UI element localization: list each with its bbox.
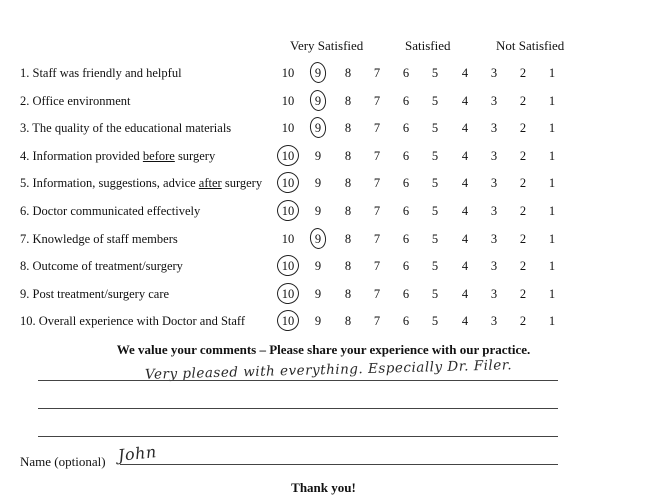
rating-option-1[interactable]: 1: [548, 93, 556, 108]
question-row: [0, 310, 647, 332]
question-row: [0, 117, 647, 139]
rating-option-6[interactable]: 6: [402, 66, 410, 80]
rating-option-9[interactable]: 9: [314, 176, 322, 191]
rating-option-8[interactable]: 8: [344, 204, 352, 218]
rating-option-5[interactable]: 5: [431, 148, 439, 163]
rating-option-8[interactable]: 8: [344, 259, 352, 274]
rating-option-1[interactable]: 1: [548, 148, 556, 163]
question-label: 10. Overall experience with Doctor and Staff: [20, 314, 246, 329]
rating-option-7[interactable]: 7: [373, 66, 381, 80]
rating-option-1[interactable]: 1: [548, 314, 556, 329]
rating-option-1[interactable]: 1: [548, 66, 556, 80]
rating-option-6[interactable]: 6: [402, 286, 410, 301]
header-very-satisfied: Very Satisfied: [290, 38, 364, 53]
rating-option-2[interactable]: 2: [519, 148, 527, 163]
rating-option-10[interactable]: 10: [281, 121, 295, 136]
rating-option-2[interactable]: 2: [519, 314, 527, 329]
rating-option-9[interactable]: 9: [314, 314, 322, 329]
question-label: 4. Information provided before surgery: [20, 148, 216, 163]
rating-option-9[interactable]: 9: [314, 231, 322, 246]
thank-you: Thank you!: [291, 480, 356, 495]
rating-option-5[interactable]: 5: [431, 66, 439, 80]
rating-option-3[interactable]: 3: [490, 121, 498, 136]
rating-option-9[interactable]: 9: [314, 121, 322, 136]
rating-option-5[interactable]: 5: [431, 231, 439, 246]
rating-option-2[interactable]: 2: [519, 121, 527, 136]
rating-option-8[interactable]: 8: [344, 93, 352, 108]
question-label: 7. Knowledge of staff members: [20, 231, 178, 246]
rating-option-10[interactable]: 10: [281, 314, 295, 329]
rating-option-8[interactable]: 8: [344, 314, 352, 329]
rating-option-6[interactable]: 6: [402, 259, 410, 274]
question-row: [0, 145, 647, 167]
question-label: 9. Post treatment/surgery care: [20, 286, 170, 301]
comment-handwriting: Very pleased with everything. Especially Dr. Filer.: [144, 357, 513, 383]
question-label: 6. Doctor communicated effectively: [20, 204, 201, 218]
rating-option-4[interactable]: 4: [461, 176, 469, 191]
question-label: 8. Outcome of treatment/surgery: [20, 259, 183, 274]
question-row: [0, 62, 647, 84]
rating-option-8[interactable]: 8: [344, 231, 352, 246]
rating-option-1[interactable]: 1: [548, 231, 556, 246]
rating-option-2[interactable]: 2: [519, 93, 527, 108]
question-row: [0, 283, 647, 305]
header-satisfied: Satisfied: [405, 38, 451, 53]
rating-option-9[interactable]: 9: [314, 93, 322, 108]
rating-option-8[interactable]: 8: [344, 121, 352, 136]
rating-option-4[interactable]: 4: [461, 204, 469, 218]
rating-option-3[interactable]: 3: [490, 148, 498, 163]
rating-option-2[interactable]: 2: [519, 259, 527, 274]
rating-option-8[interactable]: 8: [344, 66, 352, 80]
rating-option-10[interactable]: 10: [281, 231, 295, 246]
rating-option-6[interactable]: 6: [402, 148, 410, 163]
rating-option-6[interactable]: 6: [402, 231, 410, 246]
rating-option-10[interactable]: 10: [281, 66, 295, 80]
rating-option-5[interactable]: 5: [431, 176, 439, 191]
rating-option-4[interactable]: 4: [461, 93, 469, 108]
rating-option-8[interactable]: 8: [344, 286, 352, 301]
comment-line-1[interactable]: [38, 380, 558, 381]
rating-option-7[interactable]: 7: [373, 93, 381, 108]
rating-option-4[interactable]: 4: [461, 314, 469, 329]
rating-option-6[interactable]: 6: [402, 176, 410, 191]
rating-option-10[interactable]: 10: [281, 204, 295, 218]
question-row: [0, 255, 647, 277]
rating-option-5[interactable]: 5: [431, 286, 439, 301]
rating-option-4[interactable]: 4: [461, 259, 469, 274]
question-row: [0, 90, 647, 112]
rating-option-2[interactable]: 2: [519, 66, 527, 80]
comments-prompt: We value your comments – Please share your experience with our practice.: [116, 342, 531, 357]
rating-option-8[interactable]: 8: [344, 176, 352, 191]
rating-option-9[interactable]: 9: [314, 204, 322, 218]
rating-option-7[interactable]: 7: [373, 286, 381, 301]
rating-option-6[interactable]: 6: [402, 93, 410, 108]
rating-option-1[interactable]: 1: [548, 286, 556, 301]
rating-option-1[interactable]: 1: [548, 259, 556, 274]
rating-option-10[interactable]: 10: [281, 259, 295, 274]
rating-option-4[interactable]: 4: [461, 286, 469, 301]
rating-option-5[interactable]: 5: [431, 93, 439, 108]
rating-option-9[interactable]: 9: [314, 148, 322, 163]
rating-option-3[interactable]: 3: [490, 93, 498, 108]
rating-option-2[interactable]: 2: [519, 176, 527, 191]
question-label: 1. Staff was friendly and helpful: [20, 66, 182, 80]
rating-option-9[interactable]: 9: [314, 259, 322, 274]
rating-option-6[interactable]: 6: [402, 204, 410, 218]
question-label: 2. Office environment: [20, 93, 131, 108]
rating-option-3[interactable]: 3: [490, 314, 498, 329]
rating-option-3[interactable]: 3: [490, 204, 498, 218]
rating-option-2[interactable]: 2: [519, 286, 527, 301]
rating-option-2[interactable]: 2: [519, 204, 527, 218]
rating-option-1[interactable]: 1: [548, 121, 556, 136]
rating-option-10[interactable]: 10: [281, 93, 295, 108]
rating-option-7[interactable]: 7: [373, 259, 381, 274]
rating-option-5[interactable]: 5: [431, 259, 439, 274]
rating-option-6[interactable]: 6: [402, 121, 410, 136]
rating-option-5[interactable]: 5: [431, 121, 439, 136]
rating-option-3[interactable]: 3: [490, 231, 498, 246]
rating-option-5[interactable]: 5: [431, 204, 439, 218]
question-label: 5. Information, suggestions, advice after surgery: [20, 176, 263, 191]
rating-option-7[interactable]: 7: [373, 148, 381, 163]
rating-option-3[interactable]: 3: [490, 286, 498, 301]
rating-option-9[interactable]: 9: [314, 286, 322, 301]
rating-option-4[interactable]: 4: [461, 231, 469, 246]
question-row: [0, 228, 647, 250]
rating-option-1[interactable]: 1: [548, 176, 556, 191]
rating-option-5[interactable]: 5: [431, 314, 439, 329]
rating-option-3[interactable]: 3: [490, 66, 498, 80]
rating-option-3[interactable]: 3: [490, 176, 498, 191]
name-label: Name (optional): [20, 454, 106, 469]
rating-option-3[interactable]: 3: [490, 259, 498, 274]
rating-option-7[interactable]: 7: [373, 121, 381, 136]
rating-option-6[interactable]: 6: [402, 314, 410, 329]
rating-option-7[interactable]: 7: [373, 231, 381, 246]
question-row: [0, 200, 647, 222]
header-not-satisfied: Not Satisfied: [496, 38, 565, 53]
rating-option-8[interactable]: 8: [344, 148, 352, 163]
name-handwriting: John: [117, 442, 158, 465]
rating-option-9[interactable]: 9: [314, 66, 322, 80]
question-label: 3. The quality of the educational materials: [20, 121, 232, 136]
name-line[interactable]: [120, 464, 558, 465]
rating-option-1[interactable]: 1: [548, 204, 556, 218]
rating-option-7[interactable]: 7: [373, 314, 381, 329]
rating-option-2[interactable]: 2: [519, 231, 527, 246]
comment-line-2[interactable]: [38, 408, 558, 409]
rating-option-4[interactable]: 4: [461, 66, 469, 80]
rating-option-7[interactable]: 7: [373, 204, 381, 218]
rating-option-4[interactable]: 4: [461, 121, 469, 136]
rating-option-10[interactable]: 10: [281, 286, 295, 301]
question-row: [0, 172, 647, 194]
rating-option-7[interactable]: 7: [373, 176, 381, 191]
rating-option-4[interactable]: 4: [461, 148, 469, 163]
comment-line-3[interactable]: [38, 436, 558, 437]
rating-option-10[interactable]: 10: [281, 176, 295, 191]
rating-option-10[interactable]: 10: [281, 148, 295, 163]
